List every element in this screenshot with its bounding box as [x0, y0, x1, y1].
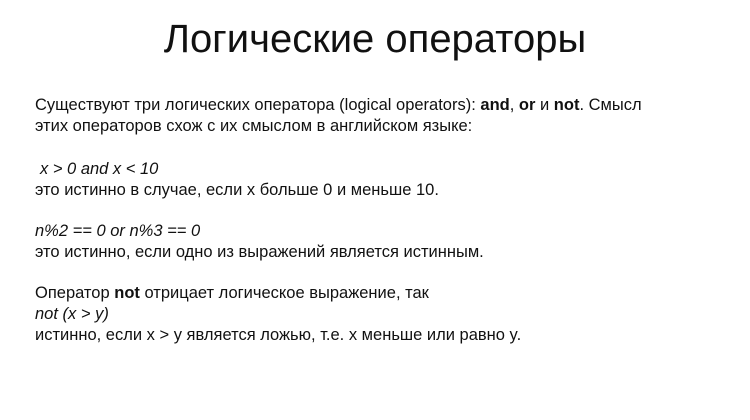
intro-separator-2: и	[535, 96, 554, 114]
example-3	[35, 283, 725, 346]
operator-not-2: not	[114, 284, 140, 302]
example-3-explanation: истинно, если x > y является ложью, т.е. x меньше или равно y.	[35, 326, 522, 344]
slide-body	[35, 95, 725, 346]
operator-and: and	[480, 96, 510, 114]
intro-separator-1: ,	[509, 96, 519, 114]
operator-not: not	[553, 96, 580, 114]
operator-or: or	[518, 96, 536, 114]
not-text-start: Оператор	[35, 284, 115, 302]
example-2-explanation: это истинно, если одно из выражений является истинным.	[35, 243, 484, 261]
intro-line-2: этих операторов схож с их смыслом в английском языке:	[35, 117, 473, 135]
example-1	[35, 159, 725, 201]
intro-text-start: Существуют три логических оператора (logical operators):	[35, 96, 481, 114]
intro-paragraph	[35, 95, 725, 137]
example-1-code: x > 0 and x < 10	[40, 160, 159, 178]
example-3-code: not (x > y)	[35, 305, 109, 323]
example-2	[35, 221, 725, 263]
example-2-code: n%2 == 0 or n%3 == 0	[35, 222, 201, 240]
slide-title: Логические операторы	[163, 17, 587, 61]
not-text-end: отрицает логическое выражение, так	[139, 284, 429, 302]
intro-text-end: . Смысл	[579, 96, 642, 114]
example-1-explanation: это истинно в случае, если x больше 0 и меньше 10.	[35, 181, 439, 199]
